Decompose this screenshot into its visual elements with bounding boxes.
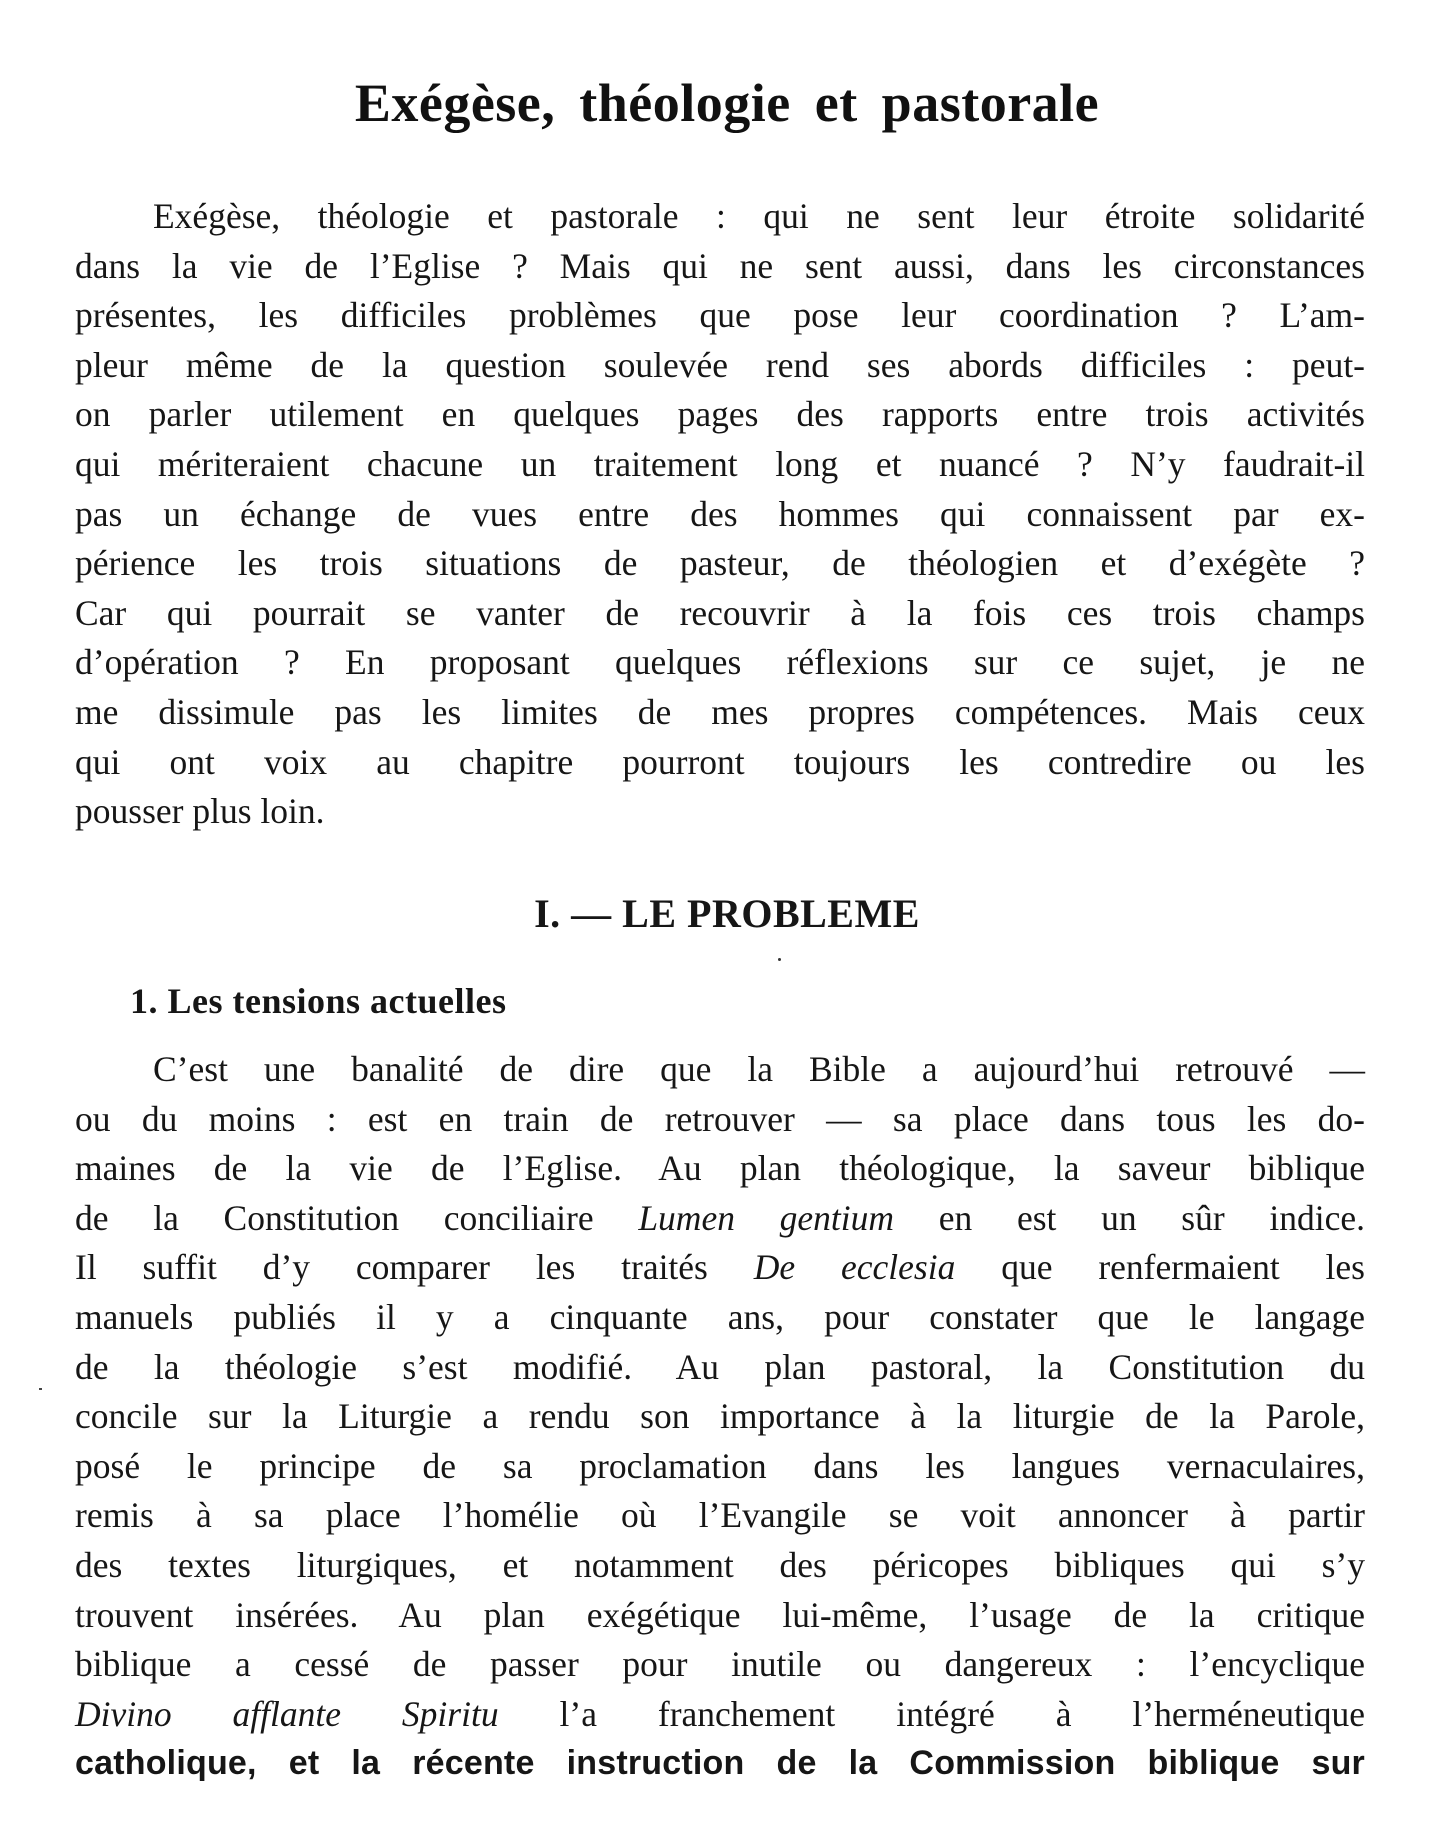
- print-speck: [778, 958, 781, 961]
- text-line: ou du moins : est en train de retrouver — sa place dans tous les do-: [75, 1098, 1365, 1139]
- text-line: manuels publiés il y a cinquante ans, pour constater que le langage: [75, 1296, 1365, 1337]
- text-line: on parler utilement en quelques pages des rapports entre trois activités: [75, 394, 1365, 435]
- text-line: maines de la vie de l’Eglise. Au plan théologique, la saveur biblique: [75, 1148, 1365, 1189]
- body-paragraph: [75, 1045, 1365, 1789]
- text-line: Exégèse, théologie et pastorale : qui ne sent leur étroite solidarité: [153, 196, 1365, 236]
- text-line: C’est une banalité de dire que la Bible a aujourd’hui retrouvé —: [153, 1049, 1365, 1089]
- text-line: pleur même de la question soulevée rend ses abords difficiles : peut-: [75, 344, 1365, 385]
- text-run: que renfermaient les: [955, 1247, 1365, 1288]
- text-run: l’a franchement intégré à l’herméneutique: [498, 1693, 1366, 1734]
- text-line: des textes liturgiques, et notamment des péricopes bibliques qui s’y: [75, 1544, 1365, 1585]
- text-line: pas un échange de vues entre des hommes qui connaissent par ex-: [75, 493, 1365, 534]
- text-line: périence les trois situations de pasteur, de théologien et d’exégète ?: [75, 543, 1365, 584]
- text-line: de la théologie s’est modifié. Au plan pastoral, la Constitution du: [75, 1346, 1365, 1387]
- page-title: Exégèse, théologie et pastorale: [354, 73, 1100, 133]
- text-line: Car qui pourrait se vanter de recouvrir à la fois ces trois champs: [75, 592, 1365, 633]
- print-speck: [39, 1388, 42, 1390]
- text-line-with-italic: [75, 1690, 1365, 1740]
- subsection-heading: 1. Les tensions actuelles: [130, 981, 507, 1021]
- text-line: biblique a cessé de passer pour inutile ou dangereux : l’encyclique: [75, 1644, 1365, 1685]
- text-line: concile sur la Liturgie a rendu son importance à la liturgie de la Parole,: [75, 1396, 1365, 1437]
- italic-title: Divino afflante Spiritu: [75, 1693, 499, 1734]
- italic-title: De ecclesia: [753, 1247, 956, 1288]
- text-line: dans la vie de l’Eglise ? Mais qui ne sent aussi, dans les circonstances: [75, 245, 1365, 286]
- text-line-with-italic: [75, 1194, 1365, 1244]
- text-line: qui mériteraient chacune un traitement long et nuancé ? N’y faudrait-il: [75, 443, 1365, 484]
- text-line: d’opération ? En proposant quelques réflexions sur ce sujet, je ne: [75, 642, 1365, 683]
- text-line: posé le principe de sa proclamation dans les langues vernaculaires,: [75, 1445, 1365, 1486]
- text-line: trouvent insérées. Au plan exégétique lui-même, l’usage de la critique: [75, 1594, 1365, 1635]
- text-run: Il suffit d’y comparer les traités: [75, 1247, 754, 1288]
- text-line: catholique, et la récente instruction de la Commission biblique sur: [75, 1744, 1365, 1783]
- section-heading: I. — LE PROBLEME: [534, 891, 920, 936]
- text-line: qui ont voix au chapitre pourront toujours les contredire ou les: [75, 741, 1365, 782]
- text-run: en est un sûr indice.: [894, 1197, 1365, 1238]
- text-line: remis à sa place l’homélie où l’Evangile se voit annoncer à partir: [75, 1495, 1365, 1536]
- text-line: présentes, les difficiles problèmes que pose leur coordination ? L’am-: [75, 295, 1365, 336]
- intro-paragraph: [75, 192, 1365, 837]
- italic-title: Lumen gentium: [638, 1197, 895, 1238]
- text-line-with-italic: [75, 1243, 1365, 1293]
- text-line: me dissimule pas les limites de mes propres compétences. Mais ceux: [75, 691, 1365, 732]
- text-run: de la Constitution conciliaire: [75, 1197, 639, 1238]
- text-line: pousser plus loin.: [75, 791, 325, 832]
